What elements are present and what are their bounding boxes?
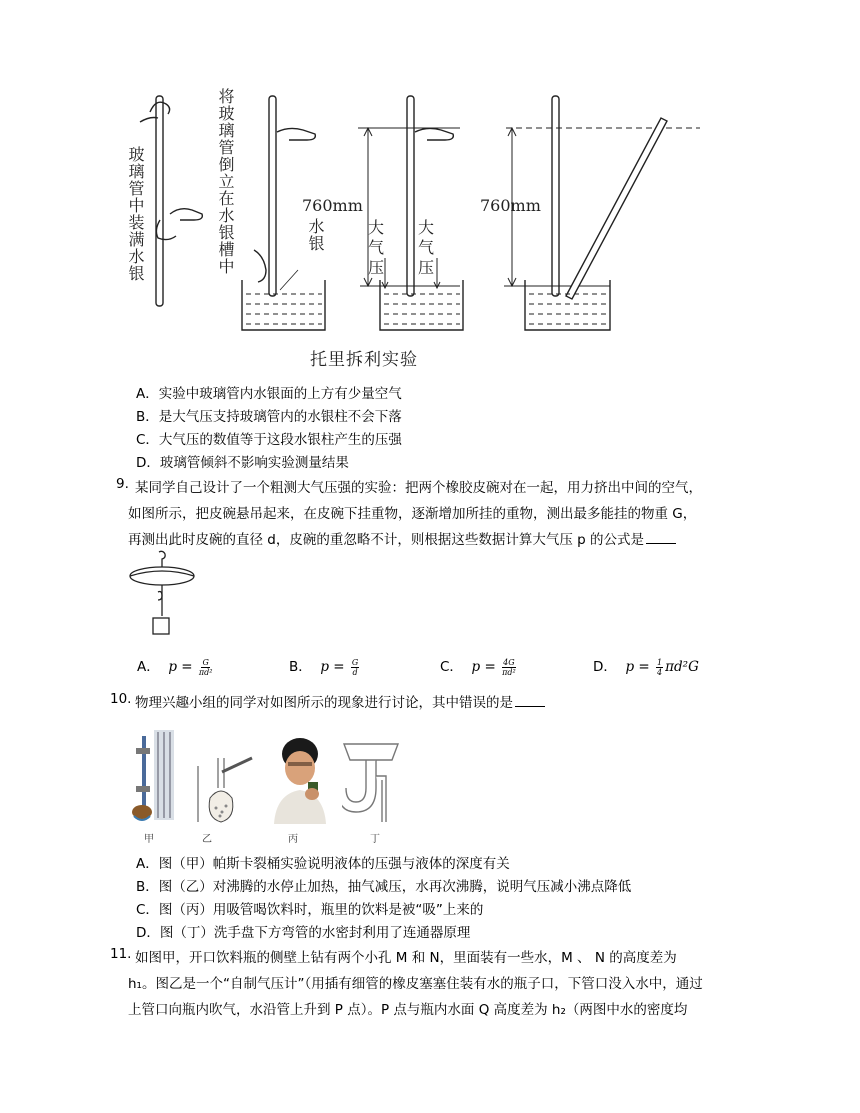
- q10-answer-blank: [515, 694, 545, 707]
- q11-number: 11.: [110, 946, 132, 962]
- q10-number: 10.: [110, 691, 132, 707]
- q11-line-1: 如图甲，开口饮料瓶的侧壁上钻有两个小孔 M 和 N，里面装有一些水，M 、 N 的高度差为: [135, 950, 677, 966]
- caption-jia: 甲: [144, 834, 154, 845]
- q9-option-d: D． p = $\frac{1}{4}$ πd²G: [593, 657, 699, 677]
- q9-option-c: C． p = $\frac{4G}{\text{πd²}}$: [440, 657, 516, 677]
- q10-option-a: A．图（甲）帕斯卡裂桶实验说明液体的压强与液体的深度有关: [136, 856, 510, 872]
- q8-option-b: B．是大气压支持玻璃管内的水银柱不会下落: [136, 409, 402, 425]
- q10-stem: 物理兴趣小组的同学对如图所示的现象进行讨论，其中错误的是: [135, 691, 545, 711]
- caption-yi: 乙: [202, 834, 212, 845]
- label-invert-tube: 将玻璃管倒立在水银槽中: [216, 88, 235, 275]
- q9-line-2: 如图所示，把皮碗悬吊起来，在皮碗下挂重物，逐渐增加所挂的重物，测出最多能挂的物重 G，: [128, 506, 697, 522]
- suction-cup-figure: [126, 548, 198, 640]
- q11-line-3: 上管口向瓶内吹气，水沿管上升到 P 点）。P 点与瓶内水面 Q 高度差为 h₂（两图中水的密度均: [128, 1002, 688, 1018]
- q9-option-d-fraction: $\frac{1}{4}$: [657, 657, 663, 677]
- label-atm-1: 大气压: [368, 218, 385, 277]
- label-760mm-2: 760mm: [480, 196, 541, 215]
- q9-option-b-fraction: $\frac{G}{d}$: [351, 657, 359, 677]
- q8-option-c: C．大气压的数值等于这段水银柱产生的压强: [136, 432, 402, 448]
- caption-bing: 丙: [288, 834, 298, 845]
- q10-option-b: B．图（乙）对沸腾的水停止加热，抽气减压，水再次沸腾，说明气压减小沸点降低: [136, 879, 632, 895]
- label-760mm-1: 760mm: [302, 196, 363, 215]
- q9-answer-blank: [646, 531, 676, 544]
- figure-bing-boy-drinking: [266, 732, 334, 824]
- q9-option-a: A． p = $\frac{G}{\text{πd²}}$: [137, 657, 213, 677]
- torricelli-figure: [120, 82, 720, 374]
- q10-option-d: D．图（丁）洗手盘下方弯管的水密封利用了连通器原理: [136, 925, 471, 941]
- q9-option-a-fraction: $\frac{G}{\text{πd²}}$: [198, 657, 213, 677]
- q8-option-a: A．实验中玻璃管内水银面的上方有少量空气: [136, 386, 402, 402]
- q9-line-1: 某同学自己设计了一个粗测大气压强的实验：把两个橡胶皮碗对在一起，用力挤出中间的空气，: [135, 480, 702, 496]
- label-fill-tube: 玻璃管中装满水银: [126, 146, 145, 282]
- label-mercury: 水银: [306, 218, 325, 252]
- q9-line-3: [128, 528, 676, 548]
- caption-ding: 丁: [370, 834, 380, 845]
- q10-option-c: C．图（丙）用吸管喝饮料时，瓶里的饮料是被“吸”上来的: [136, 902, 484, 918]
- q9-option-c-fraction: $\frac{4G}{\text{πd²}}$: [502, 657, 516, 677]
- label-atm-2: 大气压: [418, 218, 435, 277]
- q8-option-d: D．玻璃管倾斜不影响实验测量结果: [136, 455, 349, 471]
- figure-ding-sink-trap: [342, 736, 400, 824]
- figure-yi-flask: [192, 752, 258, 826]
- figure-caption: 托里拆利实验: [310, 350, 418, 370]
- q9-line-3-text: 再测出此时皮碗的直径 d，皮碗的重忽略不计，则根据这些数据计算大气压 p 的公式是: [128, 532, 645, 548]
- figure-jia-barrel: [128, 726, 196, 826]
- q9-option-b: B． p = $\frac{G}{d}$: [289, 657, 359, 677]
- q11-line-2: h₁。图乙是一个“自制气压计”（用插有细管的橡皮塞塞住装有水的瓶子口，下管口没入水中，通过: [128, 976, 703, 992]
- q9-number: 9.: [116, 476, 129, 492]
